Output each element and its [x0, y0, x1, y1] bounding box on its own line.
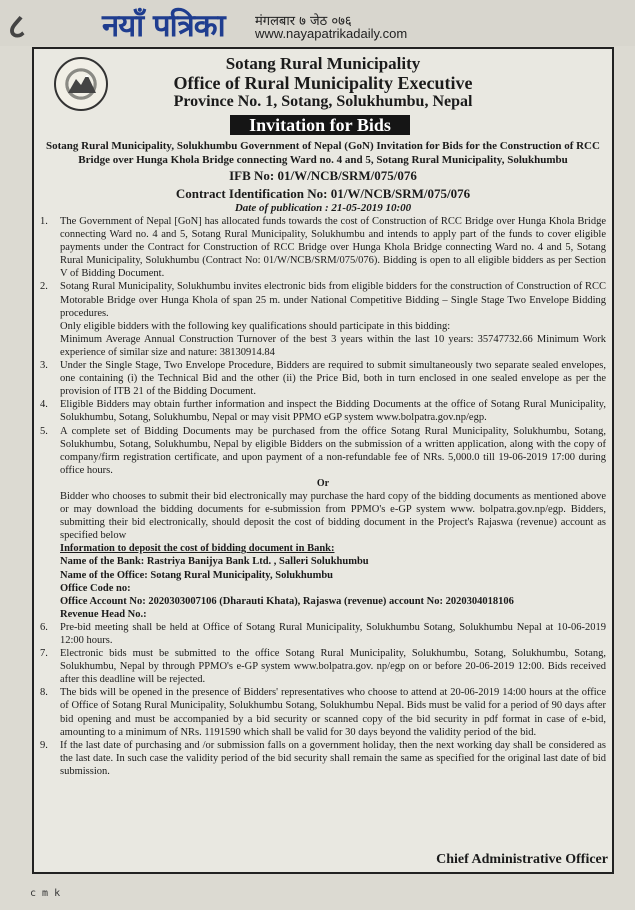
newspaper-website: www.nayapatrikadaily.com: [255, 26, 408, 41]
contract-identification: Contract Identification No: 01/W/NCB/SRM/075/076: [175, 186, 471, 201]
qualification-line: Only eligible bidders with the following key qualifications should participate in this bidding:: [60, 320, 451, 332]
notice-title-province: Province No. 1, Sotang, Solukhumbu, Nepal: [173, 93, 473, 110]
notice-body: [40, 215, 606, 778]
revenue-head: Revenue Head No.:: [60, 608, 147, 620]
list-item: 2. Sotang Rural Municipality, Solukhumbu invites electronic bids from eligible bidders for the construction of Construction of RCC Motorable Bridge over Hunga Khola of span 25 m. under National Competitive Bidding – Single Stage Two Envelope Bidding procedures.: [40, 281, 606, 319]
ifb-number: IFB No: 01/W/NCB/SRM/075/076: [229, 168, 417, 183]
bank-info-heading: Information to deposit the cost of bidding document in Bank:: [60, 543, 335, 555]
list-item: 6. Pre-bid meeting shall be held at Office of Sotang Rural Municipality, Solukhumbu Sotang, Solukhumbu Nepal at 10-06-2019 12:00 hours.: [40, 621, 606, 646]
page-number: ८: [8, 7, 26, 47]
notice-title-municipality: Sotang Rural Municipality: [225, 54, 421, 73]
or-separator: Or: [316, 477, 330, 489]
issue-date: मंगलबार ७ जेठ ०७६: [255, 14, 352, 29]
list-item: 8. The bids will be opened in the presence of Bidders' representatives who choose to attend at 20-06-2019 14:00 hours at the office of Office of Sotang Rural Municipality, Solukhumbu Sotang, Solukhumbu Nepal. Bids must be valid for a period of 90 days after bid opening and must be accompanied by a bid security or scanned copy of the bid security in pdf format in case of e-bid, amounting to a minimum of NRs. 1191590 which shall be valid for 30 days beyond the validity period of the bid.: [40, 687, 606, 738]
qualification-turnover: Minimum Average Annual Construction Turnover of the best 3 years within the last 10 years: 35747732.66 Minimum Work experience of similar size and nature: 38130914.84: [60, 333, 606, 358]
signature-title: Chief Administrative Officer: [436, 852, 608, 867]
electronic-bid-paragraph: Bidder who chooses to submit their bid electronically may purchase the hard copy of the bidding documents as mentioned above or may download the bidding documents for e-submission from PPMO's e-GP system www. bolpatra.gov.np/egp. Bidders, submitting their bid electronically, should deposit the cost of bidding document in the Project's Rajaswa (revenue) account as specified below: [60, 490, 606, 542]
office-code: Office Code no:: [60, 582, 131, 594]
office-name: Name of the Office: Sotang Rural Municipality, Solukhumbu: [60, 569, 334, 581]
invitation-banner: Invitation for Bids: [230, 115, 410, 135]
list-item: 4. Eligible Bidders may obtain further information and inspect the Bidding Documents at the office of Sotang Rural Municipality, Solukhumbu, Sotang, Solukhumbu, Nepal or may visit PPMO eGP system www.bolpatra.gov.np/egp.: [40, 399, 606, 424]
newspaper-name: नयाँ पत्रिका: [102, 8, 225, 44]
notice-intro: Sotang Rural Municipality, Solukhumbu Government of Nepal (GoN) Invitation for Bids for the Construction of RCC Bridge over Hunga Khola Bridge connecting Ward no. 4 and 5, Sotang Rural Municipality, Solukhumbu: [46, 140, 600, 166]
list-item: 3. Under the Single Stage, Two Envelope Procedure, Bidders are required to submit simultaneously two separate sealed envelopes, one containing (i) the Technical Bid and the other (ii) the Price Bid, both in turn enclosed in one sealed envelope as per the provision of ITB 21 of the Bidding Document.: [40, 360, 606, 398]
list-item: 9. If the last date of purchasing and /or submission falls on a government holiday, then the next working day shall be considered as the last date. In such case the validity period of the bid security shall remain the same as specified for the original last date of bid submission.: [40, 739, 606, 777]
publication-date: Date of publication : 21-05-2019 10:00: [234, 202, 412, 214]
list-item: 7. Electronic bids must be submitted to the office Sotang Rural Municipality, Solukhumbu, Sotang, Solukhumbu, Sotang, Solukhumbu, Nepal by through PPMO's e-GP system www.bolpatra.gov. np/egp on or before 20-06-2019 12:00. Bids received after this deadline will be rejected.: [40, 648, 606, 686]
list-item: 1. The Government of Nepal [GoN] has allocated funds towards the cost of Construction of RCC Bridge over Hunga Khola Bridge connecting Ward no. 4 and 5, Sotang Rural Municipality, Solukhumbu and intends to apply part of the funds to cover eligible payments under the Contract for Construction of RCC Bridge over Hunga Khola Bridge connecting Ward no. 4 and 5, Sotang Rural Municipality, Solukhumbu (Contract No: 01/W/NCB/SRM/075/076). Bidding is open to all eligible bidders as per Section V of Bidding Document.: [40, 216, 606, 280]
office-account: Office Account No: 2020303007106 (Dharauti Khata), Rajaswa (revenue) account No: 2020304018106: [60, 595, 514, 607]
newspaper-masthead: [0, 0, 635, 46]
bank-name: Name of the Bank: Rastriya Banijya Bank Ltd. , Salleri Solukhumbu: [60, 556, 369, 568]
list-item: 5. A complete set of Bidding Documents may be purchased from the office Sotang Rural Municipality, Solukhumbu, Sotang, Solukhumbu, Sotang, Solukhumbu, Nepal by eligible Bidders on the submission of a written application, along with the copy of company/firm registration certificate, and upon payment of a non-refundable fee of NRs. 5,000.0 till 19-06-2019 17:00 during office hours.: [40, 425, 606, 476]
print-registration-marks: c m k: [30, 888, 61, 899]
notice-title-office: Office of Rural Municipality Executive: [173, 73, 473, 93]
bid-notice: [32, 47, 614, 874]
